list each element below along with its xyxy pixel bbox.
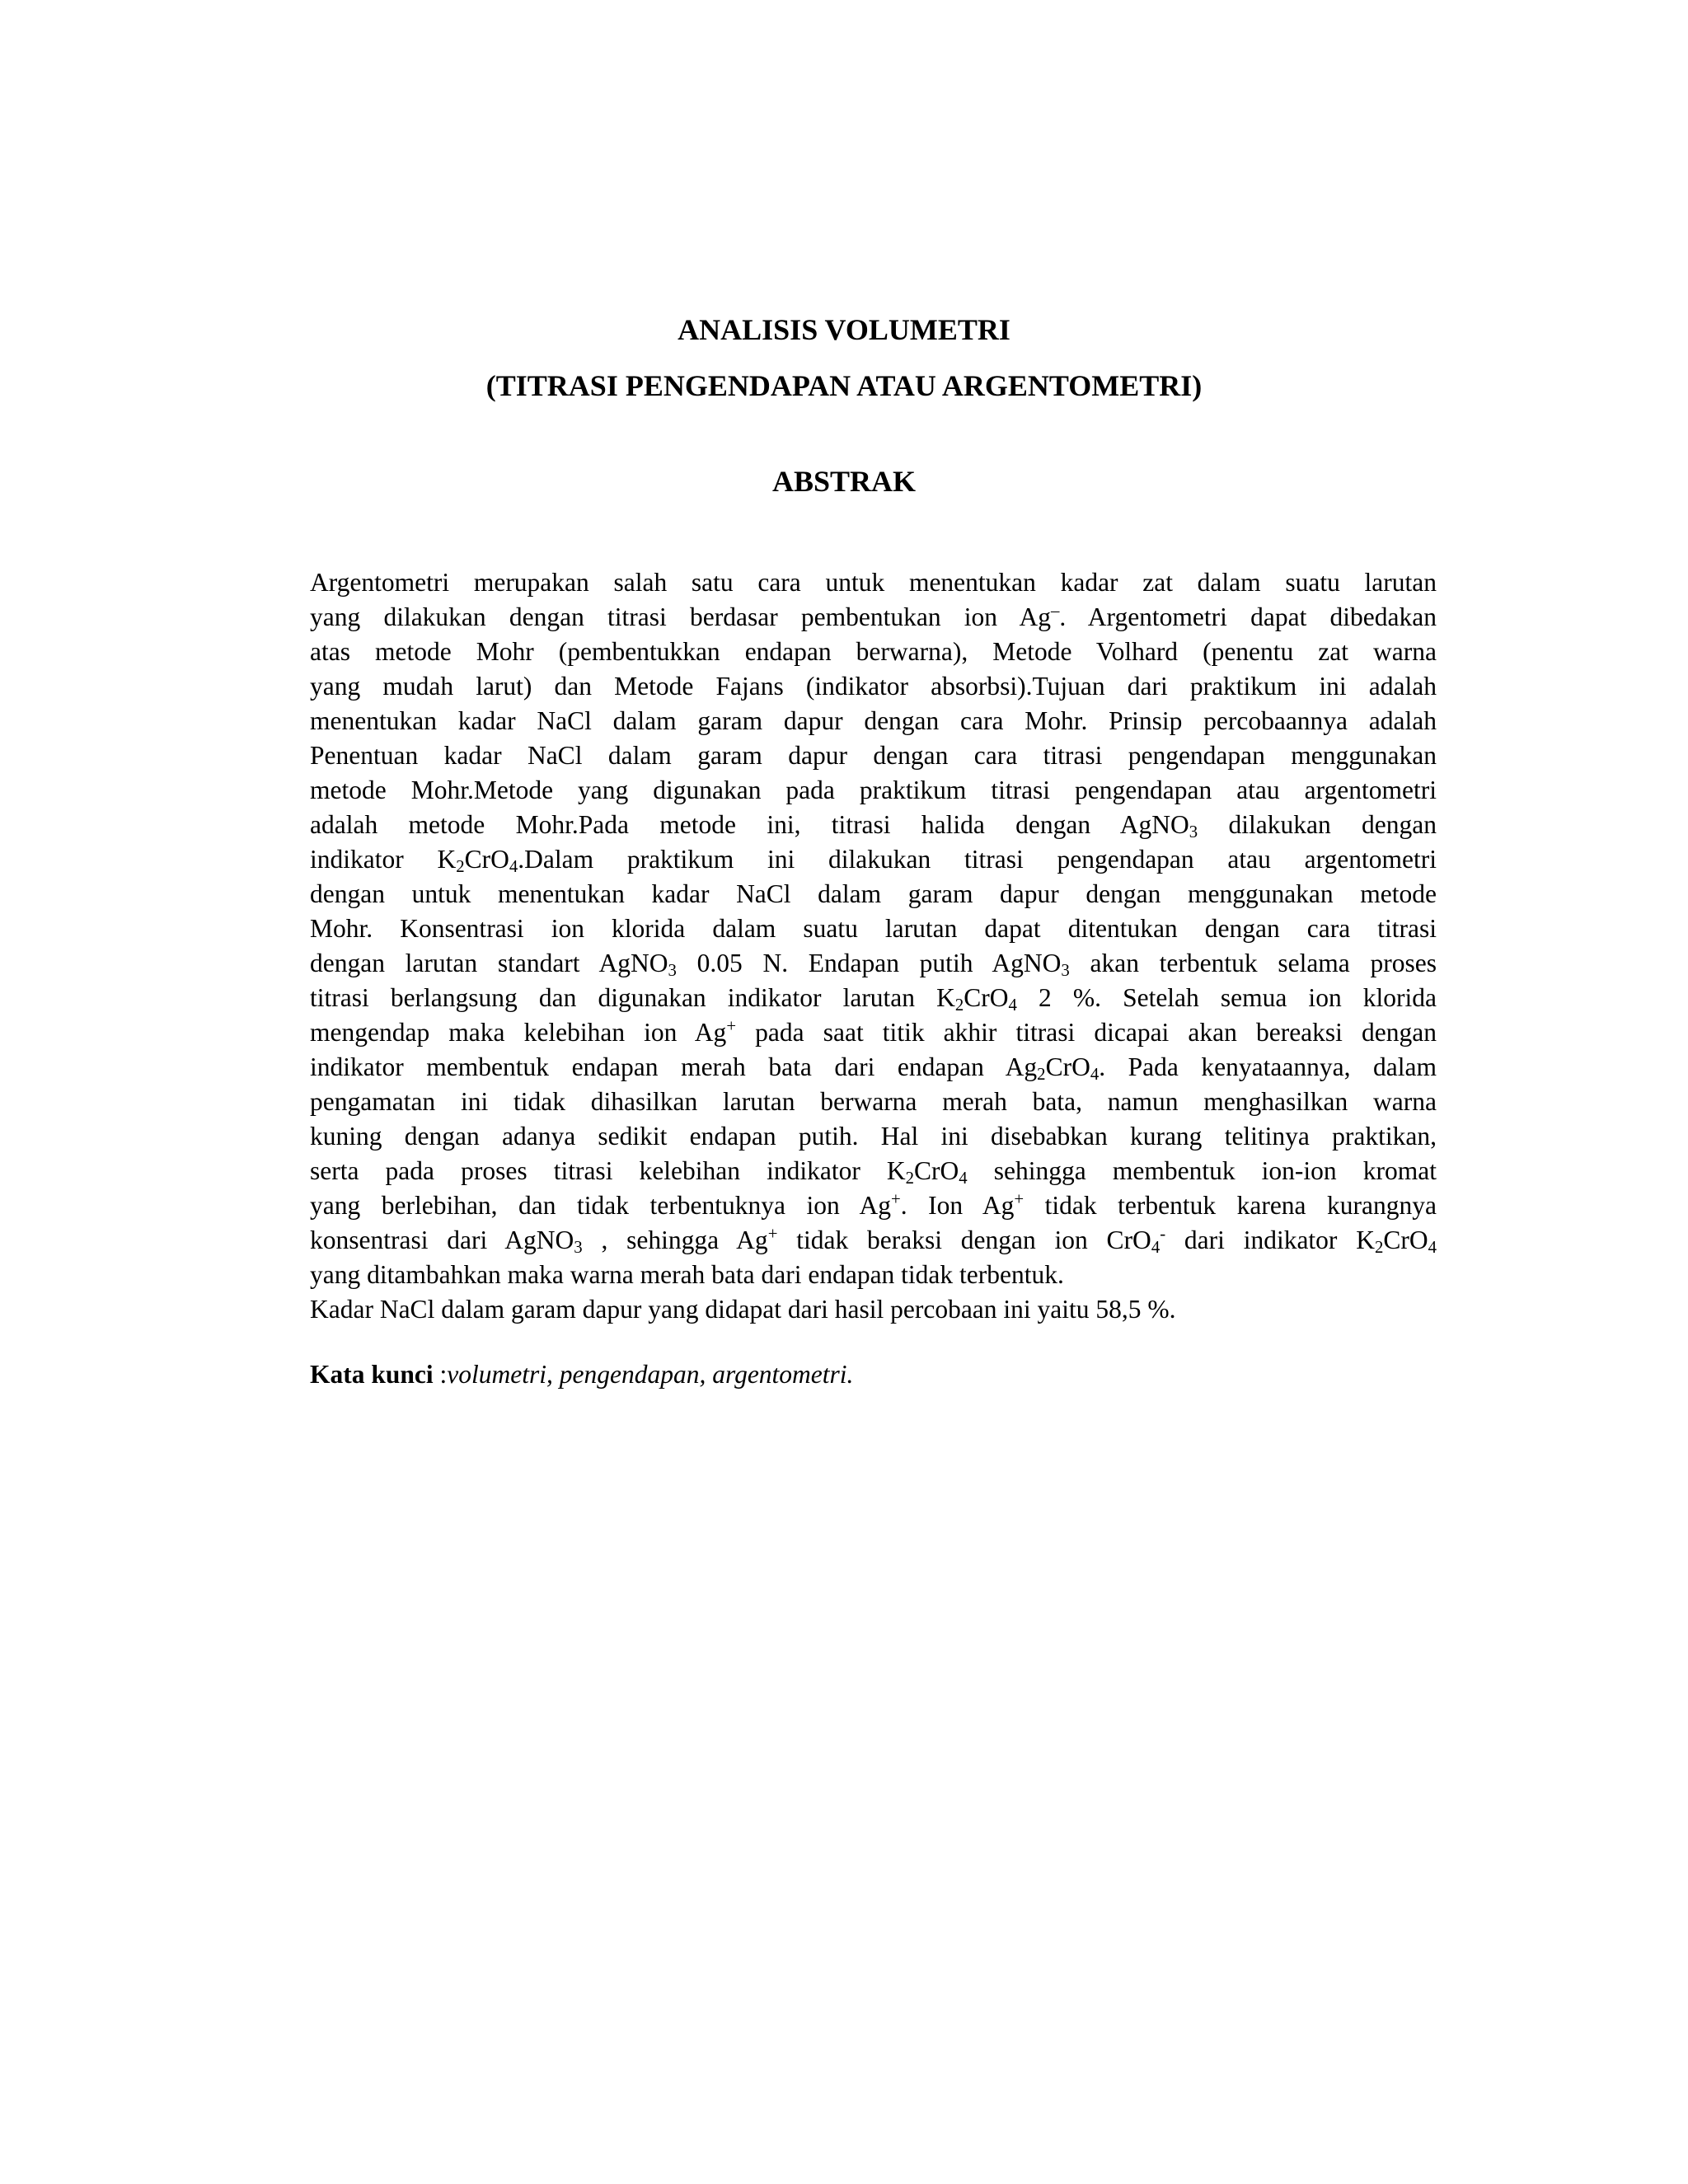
section-heading-abstrak: ABSTRAK bbox=[771, 465, 917, 498]
abstract-line bbox=[310, 981, 1437, 1015]
text-run: serta pada proses titrasi kelebihan indikator K bbox=[310, 1156, 906, 1185]
subscript: 4 bbox=[1428, 1238, 1437, 1258]
text-run: tidak beraksi dengan ion CrO bbox=[777, 1226, 1151, 1254]
text-run: 2 %. Setelah semua ion klorida bbox=[1016, 983, 1437, 1012]
abstract-line bbox=[310, 635, 1437, 669]
subscript: 2 bbox=[905, 1169, 915, 1188]
text-run: indikator membentuk endapan merah bata dari endapan Ag bbox=[310, 1052, 1038, 1081]
text-run: dengan larutan standart AgNO bbox=[310, 949, 668, 977]
text-run: Argentometri merupakan salah satu cara untuk menentukan kadar zat dalam suatu larutan bbox=[310, 568, 1437, 597]
text-run: Mohr. Konsentrasi ion klorida dalam suatu larutan dapat ditentukan dengan cara titrasi bbox=[310, 914, 1437, 943]
text-run: akan terbentuk selama proses bbox=[1069, 949, 1437, 977]
abstract-line bbox=[310, 1050, 1437, 1085]
text-run: . Argentometri dapat dibedakan bbox=[1059, 602, 1437, 631]
subscript: 4 bbox=[509, 857, 518, 877]
subscript: 3 bbox=[1189, 823, 1198, 842]
abstract-line bbox=[310, 1223, 1437, 1258]
text-run: CrO bbox=[1383, 1226, 1428, 1254]
superscript: - bbox=[1160, 1224, 1166, 1244]
subscript: 2 bbox=[1037, 1065, 1046, 1085]
text-run: CrO bbox=[914, 1156, 959, 1185]
text-run: CrO bbox=[964, 983, 1009, 1012]
superscript: – bbox=[1051, 601, 1060, 621]
abstract-line bbox=[310, 808, 1437, 842]
subscript: 3 bbox=[668, 961, 677, 981]
abstract-line bbox=[310, 1258, 1437, 1292]
abstract-line bbox=[310, 669, 1437, 704]
text-run: mengendap maka kelebihan ion Ag bbox=[310, 1018, 727, 1047]
abstract-line bbox=[310, 946, 1437, 981]
text-run: , sehingga Ag bbox=[582, 1226, 768, 1254]
abstract-result-line bbox=[310, 1292, 1437, 1327]
subscript: 4 bbox=[1151, 1238, 1160, 1258]
abstract-line bbox=[310, 600, 1437, 635]
keywords-separator: : bbox=[433, 1360, 448, 1389]
abstract-line bbox=[310, 1015, 1437, 1050]
text-run: kuning dengan adanya sedikit endapan putih. Hal ini disebabkan kurang telitinya praktikan, bbox=[310, 1122, 1437, 1151]
text-run: yang ditambahkan maka warna merah bata dari endapan tidak terbentuk. bbox=[310, 1260, 1064, 1289]
text-run: titrasi berlangsung dan digunakan indikator larutan K bbox=[310, 983, 955, 1012]
text-run: yang mudah larut) dan Metode Fajans (indikator absorbsi).Tujuan dari praktikum ini adalah bbox=[310, 672, 1437, 701]
abstract-line bbox=[310, 1119, 1437, 1154]
subscript: 2 bbox=[954, 996, 964, 1015]
abstract-line bbox=[310, 773, 1437, 808]
text-run: . Pada kenyataannya, dalam bbox=[1099, 1052, 1437, 1081]
abstract-body bbox=[310, 565, 1437, 1327]
abstract-line bbox=[310, 1188, 1437, 1223]
text-run: indikator K bbox=[310, 845, 457, 874]
abstract-line bbox=[310, 912, 1437, 946]
text-run: adalah metode Mohr.Pada metode ini, titrasi halida dengan AgNO bbox=[310, 810, 1189, 839]
subscript: 2 bbox=[456, 857, 465, 877]
text-run: . Ion Ag bbox=[900, 1191, 1015, 1220]
abstract-line bbox=[310, 1154, 1437, 1188]
superscript: + bbox=[1014, 1189, 1025, 1209]
text-run: atas metode Mohr (pembentukkan endapan berwarna), Metode Volhard (penentu zat warna bbox=[310, 637, 1437, 666]
text-run: yang dilakukan dengan titrasi berdasar pembentukan ion Ag bbox=[310, 602, 1052, 631]
abstract-line bbox=[310, 738, 1437, 773]
text-run: Kadar NaCl dalam garam dapur yang didapat dari hasil percobaan ini yaitu 58,5 %. bbox=[310, 1295, 1176, 1324]
abstract-line bbox=[310, 704, 1437, 738]
abstract-line bbox=[310, 1085, 1437, 1119]
text-run: sehingga membentuk ion-ion kromat bbox=[967, 1156, 1437, 1185]
text-run: pengamatan ini tidak dihasilkan larutan berwarna merah bata, namun menghasilkan warna bbox=[310, 1087, 1437, 1116]
subscript: 3 bbox=[1061, 961, 1070, 981]
text-run: metode Mohr.Metode yang digunakan pada praktikum titrasi pengendapan atau argentometri bbox=[310, 776, 1437, 804]
subscript: 2 bbox=[1374, 1238, 1384, 1258]
subscript: 4 bbox=[959, 1169, 968, 1188]
text-run: dengan untuk menentukan kadar NaCl dalam garam dapur dengan menggunakan metode bbox=[310, 879, 1437, 908]
text-run: 0.05 N. Endapan putih AgNO bbox=[676, 949, 1062, 977]
document-title: ANALISIS VOLUMETRI bbox=[678, 313, 1010, 346]
text-run: tidak terbentuk karena kurangnya bbox=[1024, 1191, 1437, 1220]
document-subtitle: (TITRASI PENGENDAPAN ATAU ARGENTOMETRI) bbox=[485, 369, 1203, 402]
keywords bbox=[310, 1357, 1437, 1392]
keywords-label: Kata kunci bbox=[310, 1360, 434, 1389]
subscript: 3 bbox=[574, 1238, 583, 1258]
text-run: konsentrasi dari AgNO bbox=[310, 1226, 574, 1254]
abstract-line bbox=[310, 877, 1437, 912]
subscript: 4 bbox=[1090, 1065, 1100, 1085]
text-run: Penentuan kadar NaCl dalam garam dapur dengan cara titrasi pengendapan menggunakan bbox=[310, 741, 1437, 770]
text-run: yang berlebihan, dan tidak terbentuknya ion Ag bbox=[310, 1191, 892, 1220]
abstract-line bbox=[310, 565, 1437, 600]
superscript: + bbox=[726, 1016, 737, 1036]
text-run: CrO bbox=[1045, 1052, 1090, 1081]
text-run: menentukan kadar NaCl dalam garam dapur dengan cara Mohr. Prinsip percobaannya adalah bbox=[310, 706, 1437, 735]
text-run: dari indikator K bbox=[1165, 1226, 1375, 1254]
text-run: CrO bbox=[464, 845, 509, 874]
superscript: + bbox=[891, 1189, 901, 1209]
superscript: + bbox=[767, 1224, 778, 1244]
subscript: 4 bbox=[1008, 996, 1017, 1015]
text-run: .Dalam praktikum ini dilakukan titrasi pengendapan atau argentometri bbox=[518, 845, 1437, 874]
text-run: pada saat titik akhir titrasi dicapai akan bereaksi dengan bbox=[736, 1018, 1437, 1047]
abstract-line bbox=[310, 842, 1437, 877]
text-run: dilakukan dengan bbox=[1198, 810, 1437, 839]
keywords-text: volumetri, pengendapan, argentometri. bbox=[447, 1360, 854, 1389]
